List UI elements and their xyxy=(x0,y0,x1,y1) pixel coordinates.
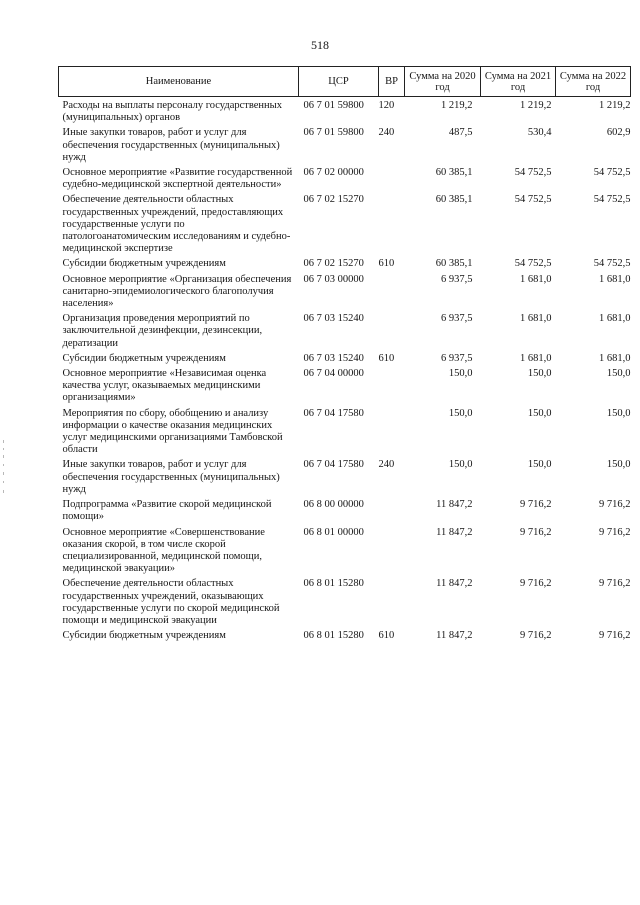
row-sum-2022: 1 219,2 xyxy=(599,100,631,111)
row-sum-2020: 11 847,2 xyxy=(436,526,473,538)
row-sum-2020: 150,0 xyxy=(448,407,473,419)
row-csr: 06 7 03 00000 xyxy=(303,273,364,285)
row-csr: 06 7 04 17580 xyxy=(303,459,364,471)
row-name: Мероприятия по сбору, обобщению и анализу информации о качестве оказания медицинских услуг медицинскими организациями Тамбовской области xyxy=(62,407,283,456)
row-sum-2022: 150,0 xyxy=(606,368,631,380)
table-row xyxy=(59,194,631,258)
row-sum-2022: 54 752,5 xyxy=(593,258,631,270)
row-sum-2020: 11 847,2 xyxy=(436,499,473,511)
page-number: 518 xyxy=(311,38,329,52)
header-name: Наименование xyxy=(59,67,299,97)
table-body xyxy=(59,97,631,646)
row-sum-2020: 487,5 xyxy=(448,127,473,139)
row-sum-2022: 150,0 xyxy=(606,459,631,471)
row-sum-2021: 54 752,5 xyxy=(514,258,552,270)
row-vr: 610 xyxy=(378,258,395,270)
row-name: Обеспечение деятельности областных государственных учреждений, оказывающих государственные услуги по скорой медицинской помощи и медицинской эвакуации xyxy=(62,578,280,626)
row-vr xyxy=(379,578,405,630)
row-sum-2020: 6 937,5 xyxy=(441,352,473,364)
row-sum-2021: 150,0 xyxy=(527,459,552,471)
row-name: Основное мероприятие «Независимая оценка качества услуг, оказываемых медицинскими организациями» xyxy=(62,368,267,404)
row-name: Организация проведения мероприятий по заключительной дезинфекции, дезинсекции, дератизации xyxy=(62,313,263,349)
row-sum-2021: 9 716,2 xyxy=(520,578,552,590)
row-sum-2020: 11 847,2 xyxy=(436,630,473,642)
table-row xyxy=(59,313,631,353)
table-row xyxy=(59,630,631,645)
row-vr xyxy=(379,408,405,460)
row-sum-2020: 150,0 xyxy=(448,459,473,471)
row-sum-2021: 1 681,0 xyxy=(520,352,552,364)
row-csr: 06 7 02 15270 xyxy=(303,258,364,270)
row-name: Иные закупки товаров, работ и услуг для обеспечения государственных (муниципальных) нужд xyxy=(62,127,280,163)
row-sum-2020: 60 385,1 xyxy=(435,167,473,179)
row-vr xyxy=(379,274,405,314)
table-row xyxy=(59,97,631,128)
row-name: Основное мероприятие «Развитие государственной судебно-медицинской экспертной деятельности» xyxy=(62,167,293,191)
table-row xyxy=(59,408,631,460)
row-vr: 240 xyxy=(378,459,395,471)
row-sum-2022: 54 752,5 xyxy=(593,167,631,179)
row-sum-2021: 1 681,0 xyxy=(520,273,552,285)
row-sum-2022: 9 716,2 xyxy=(599,630,631,642)
row-name: Субсидии бюджетным учреждениям xyxy=(62,630,226,642)
row-sum-2021: 1 219,2 xyxy=(520,100,552,111)
row-sum-2022: 9 716,2 xyxy=(599,578,631,590)
row-vr xyxy=(379,499,405,526)
row-name: Иные закупки товаров, работ и услуг для обеспечения государственных (муниципальных) нужд xyxy=(62,459,280,495)
row-sum-2021: 9 716,2 xyxy=(520,499,552,511)
row-sum-2021: 9 716,2 xyxy=(520,630,552,642)
row-vr: 240 xyxy=(378,127,395,139)
row-name: Подпрограмма «Развитие скорой медицинской помощи» xyxy=(62,499,272,523)
header-2020: Сумма на 2020 год xyxy=(405,67,481,97)
row-csr: 06 8 01 00000 xyxy=(303,526,364,538)
table-row xyxy=(59,527,631,579)
row-sum-2022: 9 716,2 xyxy=(599,526,631,538)
table-row xyxy=(59,459,631,499)
row-csr: 06 7 04 00000 xyxy=(303,368,364,380)
row-sum-2022: 150,0 xyxy=(606,407,631,419)
row-sum-2020: 6 937,5 xyxy=(441,313,473,325)
row-name: Обеспечение деятельности областных государственных учреждений, предоставляющих государственные услуги по патологоанатомическим исследованиям и судебно-медицинской экспертизе xyxy=(62,194,291,255)
table-row xyxy=(59,167,631,194)
table-row xyxy=(59,353,631,368)
row-csr: 06 7 01 59800 xyxy=(303,127,364,139)
row-sum-2020: 6 937,5 xyxy=(441,273,473,285)
header-2021: Сумма на 2021 год xyxy=(481,67,556,97)
table-header xyxy=(59,67,631,97)
row-name: Расходы на выплаты персоналу государственных (муниципальных) органов xyxy=(62,100,282,124)
row-csr: 06 8 01 15280 xyxy=(303,578,364,590)
row-sum-2022: 602,9 xyxy=(606,127,631,139)
row-sum-2021: 150,0 xyxy=(527,407,552,419)
row-sum-2022: 1 681,0 xyxy=(599,273,631,285)
row-sum-2020: 1 219,2 xyxy=(441,100,473,111)
row-sum-2021: 530,4 xyxy=(527,127,552,139)
row-csr: 06 8 01 15280 xyxy=(303,630,364,642)
row-vr: 610 xyxy=(378,352,395,364)
row-csr: 06 7 04 17580 xyxy=(303,407,364,419)
row-sum-2022: 54 752,5 xyxy=(593,194,631,206)
row-sum-2020: 11 847,2 xyxy=(436,578,473,590)
budget-table xyxy=(58,66,631,645)
table-row xyxy=(59,578,631,630)
header-csr: ЦСР xyxy=(299,67,379,97)
row-name: Субсидии бюджетным учреждениям xyxy=(62,352,226,364)
row-csr: 06 7 02 15270 xyxy=(303,194,364,206)
row-sum-2020: 60 385,1 xyxy=(435,194,473,206)
row-csr: 06 7 01 59800 xyxy=(303,100,364,111)
row-name: Субсидии бюджетным учреждениям xyxy=(62,258,226,270)
row-sum-2022: 9 716,2 xyxy=(599,499,631,511)
row-vr xyxy=(379,368,405,408)
table-row xyxy=(59,368,631,408)
row-name: Основное мероприятие «Организация обеспечения санитарно-эпидемиологического благополучия населения» xyxy=(62,273,292,310)
table-row xyxy=(59,274,631,314)
table-row xyxy=(59,127,631,167)
table-row xyxy=(59,258,631,273)
row-csr: 06 8 00 00000 xyxy=(303,499,364,511)
row-name: Основное мероприятие «Совершенствование оказания скорой, в том числе скорой специализированной, медицинской помощи, медицинской эвакуации» xyxy=(62,526,265,575)
row-sum-2022: 1 681,0 xyxy=(599,352,631,364)
scan-margin-mark xyxy=(2,440,6,500)
row-sum-2021: 54 752,5 xyxy=(514,194,552,206)
row-sum-2021: 9 716,2 xyxy=(520,526,552,538)
row-sum-2021: 1 681,0 xyxy=(520,313,552,325)
row-sum-2020: 150,0 xyxy=(448,368,473,380)
row-csr: 06 7 03 15240 xyxy=(303,352,364,364)
row-vr xyxy=(379,527,405,579)
row-sum-2021: 150,0 xyxy=(527,368,552,380)
row-sum-2022: 1 681,0 xyxy=(599,313,631,325)
row-vr: 120 xyxy=(378,100,395,111)
row-csr: 06 7 03 15240 xyxy=(303,313,364,325)
row-vr xyxy=(379,194,405,258)
row-sum-2020: 60 385,1 xyxy=(435,258,473,270)
header-vr: ВР xyxy=(379,67,405,97)
header-2022: Сумма на 2022 год xyxy=(556,67,631,97)
row-csr: 06 7 02 00000 xyxy=(303,167,364,179)
row-sum-2021: 54 752,5 xyxy=(514,167,552,179)
row-vr xyxy=(379,313,405,353)
table-row xyxy=(59,499,631,526)
row-vr xyxy=(379,167,405,194)
row-vr: 610 xyxy=(378,630,395,642)
